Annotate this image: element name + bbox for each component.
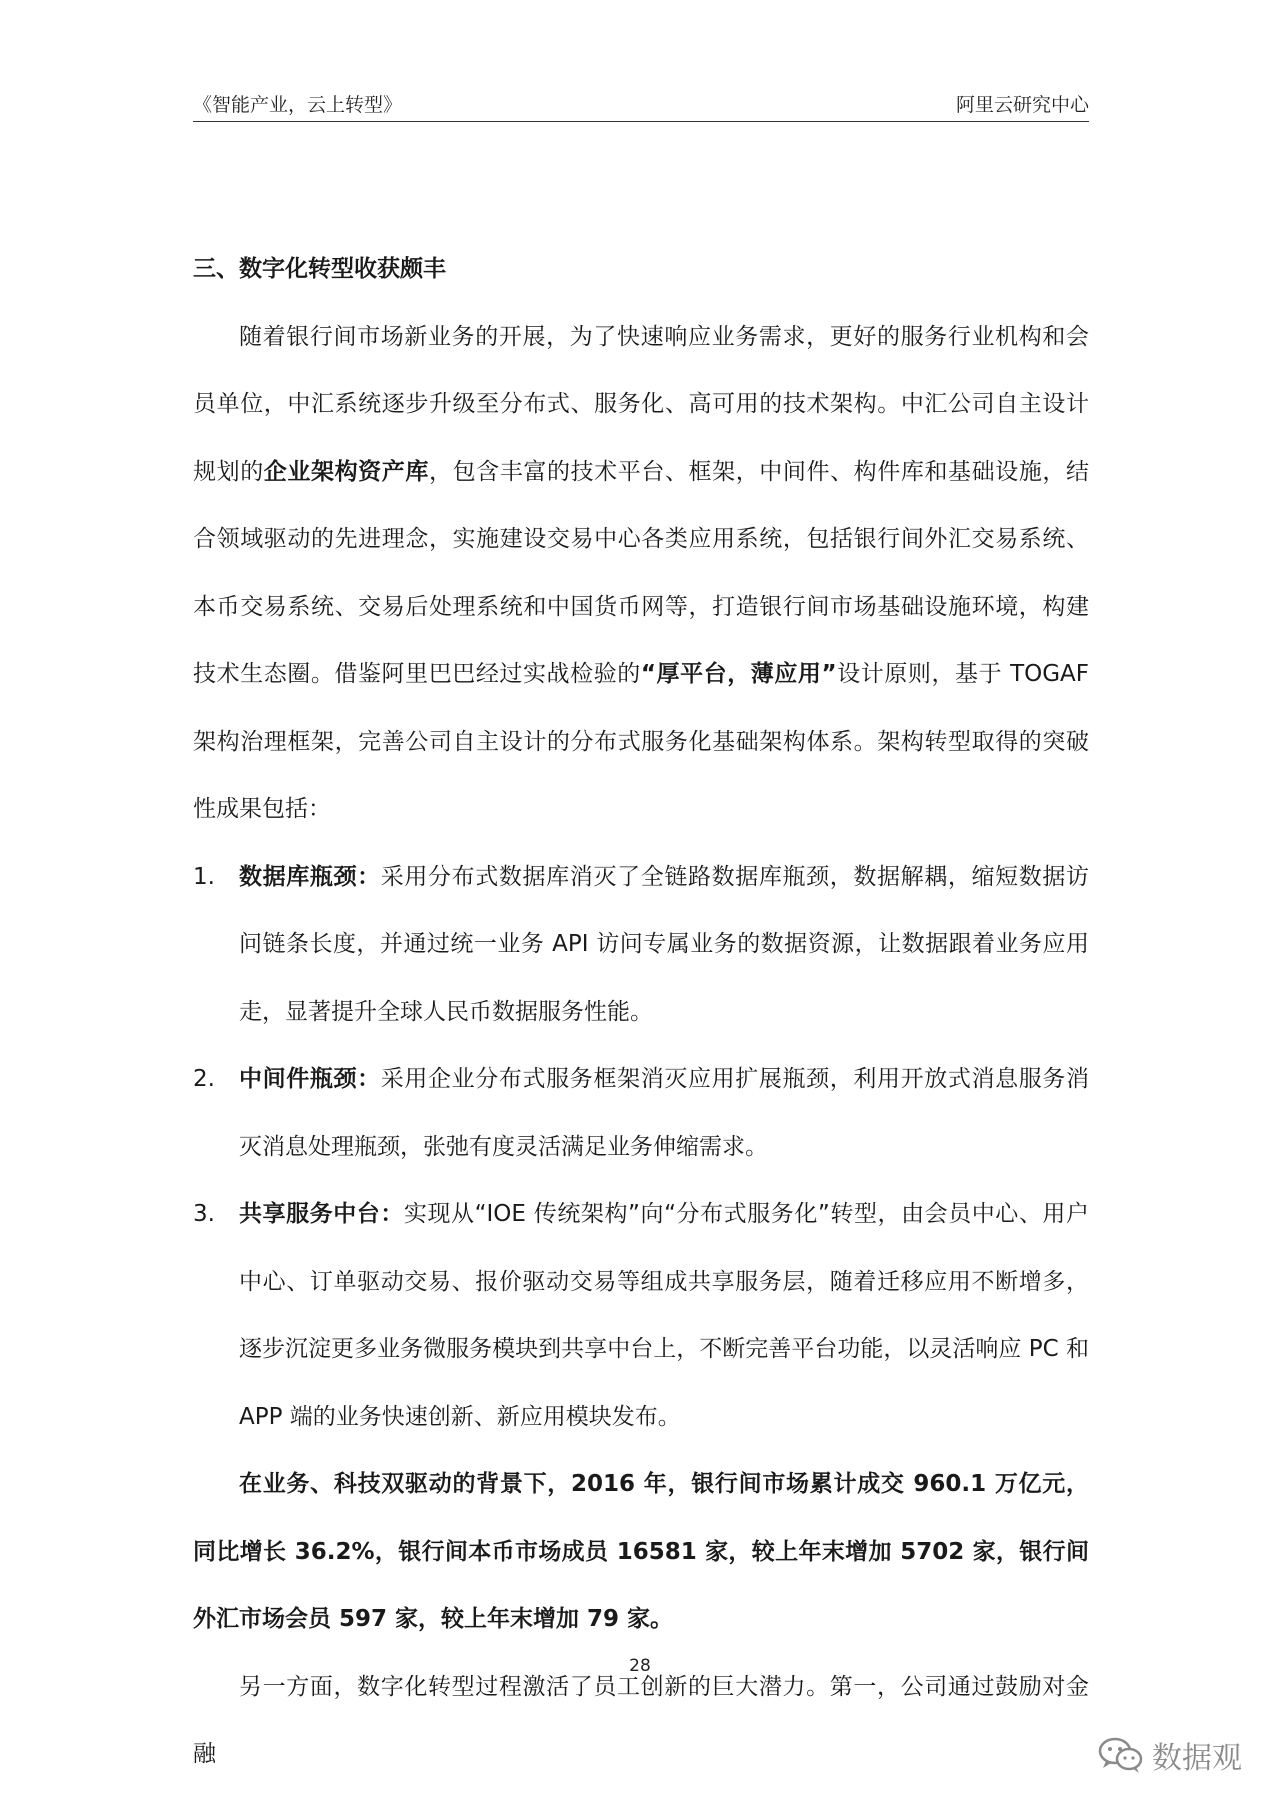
- main-content: [193, 236, 1089, 1789]
- list-item-text: 采用企业分布式服务框架消灭应用扩展瓶颈，利用开放式消息服务消灭消息处理瓶颈，张弛有度灵活满足业务伸缩需求。: [239, 1066, 1090, 1160]
- watermark: [1098, 1733, 1242, 1777]
- wechat-icon: [1098, 1736, 1144, 1774]
- document-title: 《智能产业，云上转型》: [193, 94, 403, 116]
- intro-text-2: ，包含丰富的技术平台、框架，中间件、构件库和基础设施，结合领域驱动的先进理念，实施建设交易中心各类应用系统，包括银行间外汇交易系统、本币交易系统、交易后处理系统和中国货币网等，打造银行间市场基础设施环境，构建技术生态圈。借鉴阿里巴巴经过实战检验的: [193, 458, 1090, 687]
- list-item-number: 2.: [193, 1066, 215, 1092]
- list-item: [193, 1181, 1089, 1451]
- intro-text-1: 随着银行间市场新业务的开展，为了快速响应业务需求，更好的服务行业机构和会员单位，中汇系统逐步升级至分布式、服务化、高可用的技术架构。中汇公司自主设计规划的: [193, 323, 1089, 485]
- list-item-title: 共享服务中台：: [239, 1201, 404, 1227]
- list-item-title: 中间件瓶颈：: [239, 1066, 381, 1092]
- intro-text-3: 设计原则，基于 TOGAF 架构治理框架，完善公司自主设计的分布式服务化基础架构体系。架构转型取得的突破性成果包括：: [193, 661, 1090, 822]
- list-item-number: 3.: [193, 1201, 215, 1227]
- list-item-body: [239, 844, 1089, 1047]
- list-item-number: 1.: [193, 863, 215, 890]
- list-item-body: [239, 1181, 1089, 1451]
- list-item: [193, 844, 1089, 1047]
- intro-bold-2: “厚平台，薄应用”: [640, 661, 837, 687]
- organization-name: 阿里云研究中心: [955, 94, 1089, 116]
- header-divider: [193, 121, 1089, 122]
- paragraph-continued: 另一方面，数字化转型过程激活了员工创新的巨大潜力。第一，公司通过鼓励对金融: [193, 1673, 1089, 1767]
- watermark-text: 数据观: [1152, 1741, 1242, 1776]
- list-item-text: 采用分布式数据库消灭了全链路数据库瓶颈，数据解耦，缩短数据访问链条长度，并通过统一业务 API 访问专属业务的数据资源，让数据跟着业务应用走，显著提升全球人民币数据服务性能。: [239, 863, 1090, 1025]
- list-item-title: 数据库瓶颈：: [239, 863, 381, 890]
- intro-bold-1: 企业架构资产库: [263, 458, 429, 485]
- paragraph-summary: 在业务、科技双驱动的背景下，2016 年，银行间市场累计成交 960.1 万亿元，同比增长 36.2%，银行间本币市场成员 16581 家，较上年末增加 5702 家，银行间外汇市场会员 597 家，较上年末增加 79 家。: [193, 1471, 1089, 1632]
- list-item-body: [239, 1046, 1089, 1181]
- list-item: [193, 1046, 1089, 1181]
- section-heading: 三、数字化转型收获颇丰: [193, 256, 446, 282]
- list-item-text: 实现从“IOE 传统架构”向“分布式服务化”转型，由会员中心、用户中心、订单驱动交易、报价驱动交易等组成共享服务层，随着迁移应用不断增多，逐步沉淀更多业务微服务模块到共享中台上，不断完善平台功能，以灵活响应 PC 和 APP 端的业务快速创新、新应用模块发布。: [239, 1201, 1089, 1430]
- page-number: 28: [629, 1656, 651, 1676]
- paragraph-intro: [193, 304, 1089, 844]
